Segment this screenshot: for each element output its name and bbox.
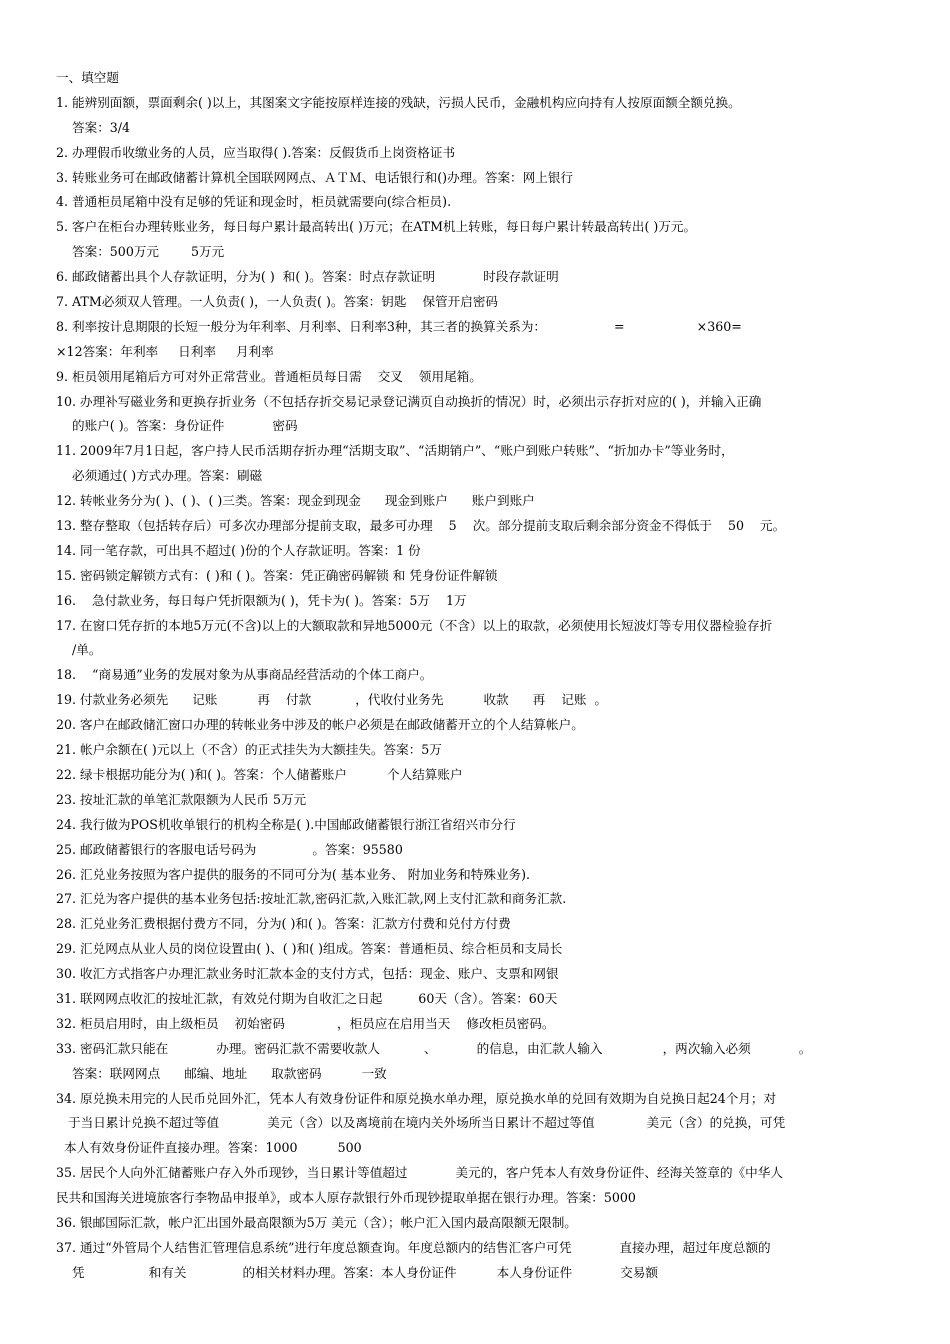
question-line: 6. 邮政储蓄出具个人存款证明，分为( ) 和( )。答案：时点存款证明 时段存款证明 xyxy=(56,269,559,285)
question-line: 21. 帐户余额在( )元以上（不含）的正式挂失为大额挂失。答案：5万 xyxy=(56,742,442,758)
question-line: 的账户( )。答案：身份证件 密码 xyxy=(56,418,298,434)
question-list xyxy=(56,91,896,1286)
question-line: 1. 能辨别面额，票面剩余( )以上，其图案文字能按原样连接的残缺，污损人民币，金融机构应向持有人按原面额全额兑换。 xyxy=(56,94,741,110)
question-line: 8. 利率按计息期限的长短一般分为年利率、月利率、日利率3种，其三者的换算关系为： = ×360= xyxy=(56,318,742,334)
question-line: 必须通过( )方式办理。答案：刷磁 xyxy=(56,468,263,484)
question-line: 20. 客户在邮政储汇窗口办理的转帐业务中涉及的帐户必须是在邮政储蓄开立的个人结算帐户。 xyxy=(56,717,584,733)
question-line: 16. 急付款业务，每日每户凭折限额为( )，凭卡为( )。答案：5万 1万 xyxy=(56,592,467,608)
question-line: 3. 转账业务可在邮政储蓄计算机全国联网网点、ＡＴＭ、电话银行和()办理。答案：网上银行 xyxy=(56,169,574,185)
question-line: 24. 我行做为POS机收单银行的机构全称是( ).中国邮政储蓄银行浙江省绍兴市分行 xyxy=(56,816,516,832)
question-line: 2. 办理假币收缴业务的人员，应当取得( ).答案：反假货币上岗资格证书 xyxy=(56,144,456,160)
question-line: 28. 汇兑业务汇费根据付费方不同，分为( )和( )。答案：汇款方付费和兑付方付费 xyxy=(56,916,511,932)
question-line: 35. 居民个人向外汇储蓄账户存入外币现钞，当日累计等值超过 美元的，客户凭本人有效身份证件、经海关签章的《中华人 xyxy=(56,1165,783,1181)
question-line: 12. 转帐业务分为( )、( )、( )三类。答案：现金到现金 现金到账户 账户到账户 xyxy=(56,493,535,509)
question-line: 17. 在窗口凭存折的本地5万元(不含)以上的大额取款和异地5000元（不含）以上的取款，必须使用长短波灯等专用仪器检验存折 xyxy=(56,617,773,633)
question-line: 26. 汇兑业务按照为客户提供的服务的不同可分为( 基本业务、 附加业务和特殊业务). xyxy=(56,866,531,882)
question-line: 7. ATM必须双人管理。一人负责( )，一人负责( )。答案：钥匙 保管开启密码 xyxy=(56,294,499,310)
question-line: 答案：500万元 5万元 xyxy=(56,244,225,260)
question-line: 15. 密码锁定解锁方式有：( )和 ( )。答案：凭正确密码解锁 和 凭身份证件解锁 xyxy=(56,567,498,583)
question-line: 答案：联网网点 邮编、地址 取款密码 一致 xyxy=(56,1065,387,1081)
question-line: 11. 2009年7月1日起，客户持人民币活期存折办理“活期支取”、“活期销户”、“账户到账户转账”、“折加办卡”等业务时， xyxy=(56,443,734,459)
question-line: 凭 和有关 的相关材料办理。答案：本人身份证件 本人身份证件 交易额 xyxy=(56,1264,658,1280)
question-line: 34. 原兑换未用完的人民币兑回外汇，凭本人有效身份证件和原兑换水单办理，原兑换水单的兑回有效期为自兑换日起24个月；对 xyxy=(56,1090,777,1106)
question-line: ×12答案：年利率 日利率 月利率 xyxy=(56,343,274,359)
question-line: 5. 客户在柜台办理转账业务，每日每户累计最高转出( )万元；在ATM机上转账，每日每户累计转最高转出( )万元。 xyxy=(56,219,697,235)
question-line: 27. 汇兑为客户提供的基本业务包括:按址汇款,密码汇款,入账汇款,网上支付汇款和商务汇款. xyxy=(56,891,567,907)
question-line: 31. 联网网点收汇的按址汇款，有效兑付期为自收汇之日起 60天（含）。答案：60天 xyxy=(56,990,558,1006)
question-line: 36. 银邮国际汇款，帐户汇出国外最高限额为5万 美元（含）；帐户汇入国内最高限额无限制。 xyxy=(56,1214,577,1230)
question-line: 4. 普通柜员尾箱中没有足够的凭证和现金时，柜员就需要向(综合柜员). xyxy=(56,194,452,210)
question-line: 25. 邮政储蓄银行的客服电话号码为 。答案：95580 xyxy=(56,841,403,857)
question-line: /单。 xyxy=(56,642,102,658)
question-line: 9. 柜员领用尾箱后方可对外正常营业。普通柜员每日需 交叉 领用尾箱。 xyxy=(56,368,482,384)
question-line: 29. 汇兑网点从业人员的岗位设置由( )、( )和( )组成。答案：普通柜员、综合柜员和支局长 xyxy=(56,941,563,957)
question-line: 33. 密码汇款只能在 办理。密码汇款不需要收款人 、 的信息，由汇款人输入 ，两次输入必须 。 xyxy=(56,1040,812,1056)
question-line: 本人有效身份证件直接办理。答案：1000 500 xyxy=(56,1140,362,1156)
question-line: 37. 通过“外管局个人结售汇管理信息系统”进行年度总额查询。年度总额内的结售汇客户可凭 直接办理，超过年度总额的 xyxy=(56,1239,771,1255)
question-line: 13. 整存整取（包括转存后）可多次办理部分提前支取，最多可办理 5 次。部分提前支取后剩余部分资金不得低于 50 元。 xyxy=(56,518,786,534)
question-line: 14. 同一笔存款，可出具不超过( )份的个人存款证明。答案：1 份 xyxy=(56,542,421,558)
question-line: 19. 付款业务必须先 记账 再 付款 ，代收付业务先 收款 再 记账 。 xyxy=(56,692,608,708)
document-page xyxy=(56,66,896,1286)
question-line: 30. 收汇方式指客户办理汇款业务时汇款本金的支付方式，包括：现金、账户、支票和网银 xyxy=(56,966,559,982)
question-line: 民共和国海关进境旅客行李物品申报单》，或本人原存款银行外币现钞提取单据在银行办理。答案：5000 xyxy=(56,1190,636,1206)
question-line: 答案：3/4 xyxy=(56,119,131,135)
question-line: 32. 柜员启用时，由上级柜员 初始密码 ，柜员应在启用当天 修改柜员密码。 xyxy=(56,1015,555,1031)
question-line: 22. 绿卡根据功能分为( )和( )。答案：个人储蓄账户 个人结算账户 xyxy=(56,766,463,782)
question-line: 23. 按址汇款的单笔汇款限额为人民币 5万元 xyxy=(56,791,307,807)
question-line: 于当日累计兑换不超过等值 美元（含）以及离境前在境内关外场所当日累计不超过等值 美元（含）的兑换，可凭 xyxy=(56,1115,786,1131)
question-line: 10. 办理补写磁业务和更换存折业务（不包括存折交易记录登记满页自动换折的情况）时，必须出示存折对应的( )，并输入正确 xyxy=(56,393,762,409)
question-line: 18. “商易通”业务的发展对象为从事商品经营活动的个体工商户。 xyxy=(56,667,433,683)
section-heading: 一、填空题 xyxy=(56,70,119,85)
